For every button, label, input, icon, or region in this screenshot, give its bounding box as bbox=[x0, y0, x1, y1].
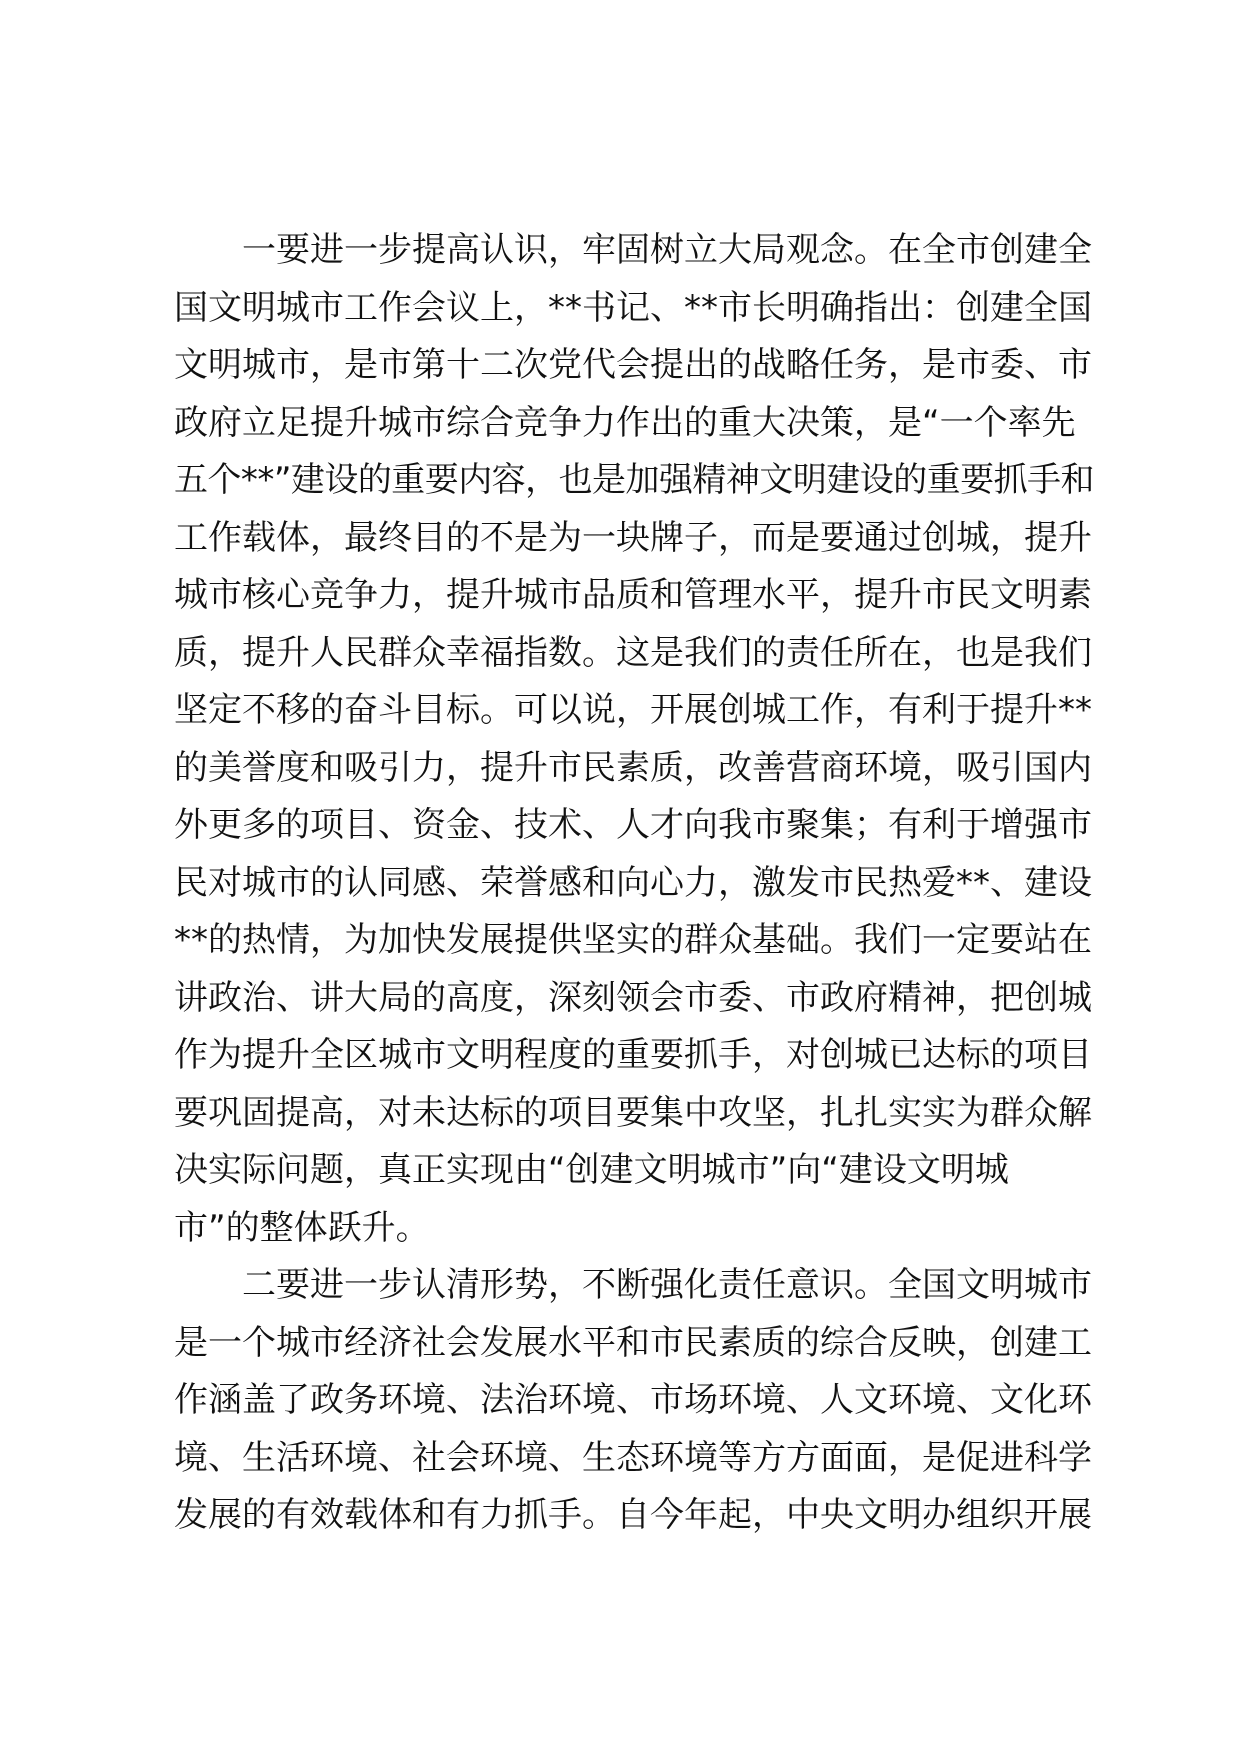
paragraph-1 bbox=[174, 222, 1094, 1257]
text-line: 讲政治、讲大局的高度，深刻领会市委、市政府精神，把创城 bbox=[174, 977, 1092, 1018]
text-line: 作涵盖了政务环境、法治环境、市场环境、人文环境、文化环 bbox=[174, 1380, 1092, 1420]
document-body bbox=[174, 222, 1094, 1545]
text-line: 民对城市的认同感、荣誉感和向心力，激发市民热爱**、建设 bbox=[174, 862, 1092, 903]
text-line: 二要进一步认清形势，不断强化责任意识。全国文明城市 bbox=[242, 1265, 1092, 1305]
text-line: 五个**”建设的重要内容，也是加强精神文明建设的重要抓手和 bbox=[174, 460, 1094, 500]
text-line: 是一个城市经济社会发展水平和市民素质的综合反映，创建工 bbox=[174, 1322, 1092, 1363]
text-line: 决实际问题，真正实现由“创建文明城市”向“建设文明城 bbox=[174, 1150, 1009, 1190]
text-line: 国文明城市工作会议上，**书记、**市长明确指出：创建全国 bbox=[174, 287, 1092, 328]
text-line: 发展的有效载体和有力抓手。自今年起，中央文明办组织开展 bbox=[174, 1495, 1092, 1535]
text-line: 政府立足提升城市综合竞争力作出的重大决策，是“一个率先 bbox=[174, 402, 1076, 443]
text-line: 坚定不移的奋斗目标。可以说，开展创城工作，有利于提升** bbox=[174, 690, 1092, 730]
text-line: 要巩固提高，对未达标的项目要集中攻坚，扎扎实实为群众解 bbox=[174, 1092, 1092, 1133]
text-line: 工作载体，最终目的不是为一块牌子，而是要通过创城，提升 bbox=[174, 517, 1092, 558]
text-line: 外更多的项目、资金、技术、人才向我市聚集；有利于增强市 bbox=[174, 805, 1092, 845]
text-line: 境、生活环境、社会环境、生态环境等方方面面，是促进科学 bbox=[174, 1437, 1092, 1478]
text-line: 一要进一步提高认识，牢固树立大局观念。在全市创建全 bbox=[242, 230, 1092, 270]
text-line: 质，提升人民群众幸福指数。这是我们的责任所在，也是我们 bbox=[174, 632, 1092, 673]
paragraph-2 bbox=[174, 1257, 1094, 1545]
text-line: 文明城市，是市第十二次党代会提出的战略任务，是市委、市 bbox=[174, 345, 1092, 385]
text-line: **的热情，为加快发展提供坚实的群众基础。我们一定要站在 bbox=[174, 920, 1092, 960]
text-line: 市”的整体跃升。 bbox=[174, 1207, 430, 1248]
text-line: 城市核心竞争力，提升城市品质和管理水平，提升市民文明素 bbox=[174, 575, 1092, 615]
text-line: 作为提升全区城市文明程度的重要抓手，对创城已达标的项目 bbox=[174, 1035, 1092, 1075]
text-line: 的美誉度和吸引力，提升市民素质，改善营商环境，吸引国内 bbox=[174, 747, 1092, 788]
